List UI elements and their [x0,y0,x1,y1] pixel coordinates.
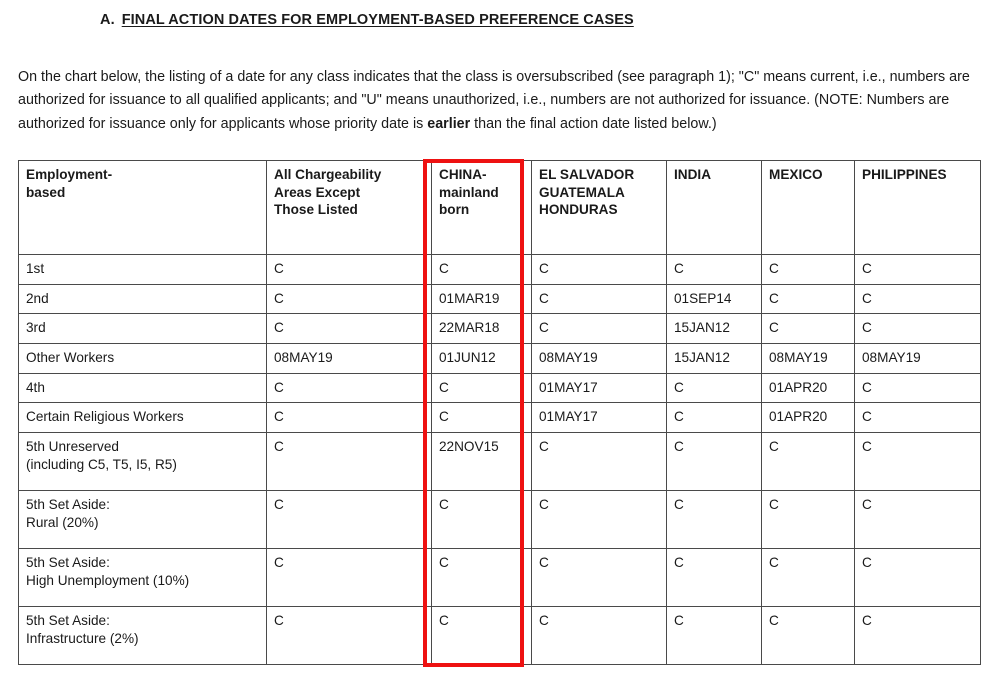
cell-philippines: C [855,433,981,491]
cell-china: C [432,491,532,549]
row-label-line: 3rd [26,320,46,336]
cell-all-chargeability: C [267,491,432,549]
cell-india: C [667,255,762,285]
row-label [19,255,267,285]
cell-el-salvador: C [532,607,667,665]
table-row [19,433,981,491]
header-line: MEXICO [769,167,823,182]
cell-all-chargeability: 08MAY19 [267,344,432,374]
row-label [19,607,267,665]
header-line: CHINA- [439,167,487,182]
cell-el-salvador: C [532,284,667,314]
cell-el-salvador: C [532,549,667,607]
header-line: based [26,184,66,200]
header-line: PHILIPPINES [862,167,947,182]
row-label [19,549,267,607]
cell-china: C [432,373,532,403]
table-row [19,607,981,665]
row-label-line: (including C5, T5, I5, R5) [26,456,177,472]
header-line: INDIA [674,167,712,182]
row-label [19,373,267,403]
column-header-el-salvador-guatemala-honduras [532,161,667,255]
cell-india: C [667,549,762,607]
header-line: Those Listed [274,202,358,218]
row-label [19,344,267,374]
column-header-employment-based [19,161,267,255]
cell-el-salvador: C [532,433,667,491]
header-line: HONDURAS [539,202,618,218]
cell-india: C [667,607,762,665]
cell-india: C [667,373,762,403]
cell-philippines: C [855,314,981,344]
cell-all-chargeability: C [267,549,432,607]
cell-india: C [667,433,762,491]
header-line: GUATEMALA [539,184,625,200]
row-label-line: 5th Set Aside: [26,613,110,629]
cell-el-salvador: 01MAY17 [532,373,667,403]
cell-all-chargeability: C [267,314,432,344]
cell-philippines: C [855,549,981,607]
table-row [19,314,981,344]
section-title: FINAL ACTION DATES FOR EMPLOYMENT-BASED PREFERENCE CASES [121,12,634,28]
cell-all-chargeability: C [267,284,432,314]
header-line: EL SALVADOR [539,167,635,182]
final-action-dates-table [18,160,981,665]
cell-mexico: C [762,607,855,665]
cell-philippines: C [855,373,981,403]
cell-india: 01SEP14 [667,284,762,314]
cell-china: 01MAR19 [432,284,532,314]
row-label-line: 4th [26,379,45,395]
table-row [19,403,981,433]
cell-china: 22MAR18 [432,314,532,344]
section-heading [100,12,634,28]
cell-all-chargeability: C [267,373,432,403]
column-header-china-mainland-born [432,161,532,255]
cell-china: 22NOV15 [432,433,532,491]
cell-mexico: C [762,255,855,285]
table-row [19,491,981,549]
cell-philippines: C [855,284,981,314]
row-label-line: 2nd [26,290,49,306]
table-row [19,373,981,403]
header-line: Areas Except [274,184,361,200]
row-label-line: Infrastructure (2%) [26,630,139,646]
row-label-line: Other Workers [26,350,115,366]
column-header-mexico [762,161,855,255]
row-label [19,433,267,491]
row-label-line: 1st [26,261,45,276]
row-label-line: 5th Set Aside: [26,497,110,513]
intro-text-part1: On the chart below, the listing of a date for any class indicates that the class is oversubscribed (see paragraph 1); "C" means current, i.e., numbers are authorized for issuance to all qualified applicants; and "U" means unauthorized, i.e., numbers are not authorized for issuance. (NOTE: Numbers are authorized for issuance only for applicants whose priority date is [18,69,970,132]
header-line: mainland [439,184,499,200]
row-label-line: Rural (20%) [26,514,99,530]
cell-india: 15JAN12 [667,344,762,374]
header-line: Employment- [26,167,113,182]
row-label [19,491,267,549]
table-header-row [19,161,981,255]
row-label [19,314,267,344]
table-row [19,549,981,607]
cell-all-chargeability: C [267,433,432,491]
cell-china: C [432,255,532,285]
cell-mexico: C [762,433,855,491]
cell-mexico: 01APR20 [762,373,855,403]
cell-china: C [432,549,532,607]
cell-china: C [432,607,532,665]
cell-philippines: C [855,607,981,665]
cell-el-salvador: C [532,314,667,344]
row-label-line: 5th Unreserved [26,439,119,455]
cell-mexico: C [762,549,855,607]
column-header-india [667,161,762,255]
row-label [19,284,267,314]
table-row [19,255,981,285]
cell-india: C [667,403,762,433]
cell-el-salvador: C [532,491,667,549]
intro-emphasis: earlier [427,115,471,132]
cell-china: 01JUN12 [432,344,532,374]
table-row [19,284,981,314]
cell-mexico: 08MAY19 [762,344,855,374]
cell-all-chargeability: C [267,255,432,285]
cell-china: C [432,403,532,433]
cell-mexico: C [762,284,855,314]
column-header-all-chargeability [267,161,432,255]
cell-india: C [667,491,762,549]
cell-philippines: C [855,491,981,549]
cell-el-salvador: 08MAY19 [532,344,667,374]
cell-all-chargeability: C [267,607,432,665]
final-action-dates-table-wrap [18,160,980,665]
row-label-line: 5th Set Aside: [26,555,110,571]
intro-text-part2: than the final action date listed below.) [470,115,717,132]
column-header-philippines [855,161,981,255]
table-row [19,344,981,374]
row-label-line: Certain Religious Workers [26,409,184,425]
row-label-line: High Unemployment (10%) [26,572,190,588]
cell-mexico: 01APR20 [762,403,855,433]
intro-paragraph [18,66,976,135]
cell-india: 15JAN12 [667,314,762,344]
cell-mexico: C [762,314,855,344]
header-line: born [439,202,470,218]
cell-philippines: 08MAY19 [855,344,981,374]
cell-mexico: C [762,491,855,549]
cell-el-salvador: C [532,255,667,285]
row-label [19,403,267,433]
header-line: All Chargeability [274,167,382,182]
cell-el-salvador: 01MAY17 [532,403,667,433]
section-letter: A. [100,12,115,28]
cell-philippines: C [855,255,981,285]
cell-all-chargeability: C [267,403,432,433]
cell-philippines: C [855,403,981,433]
